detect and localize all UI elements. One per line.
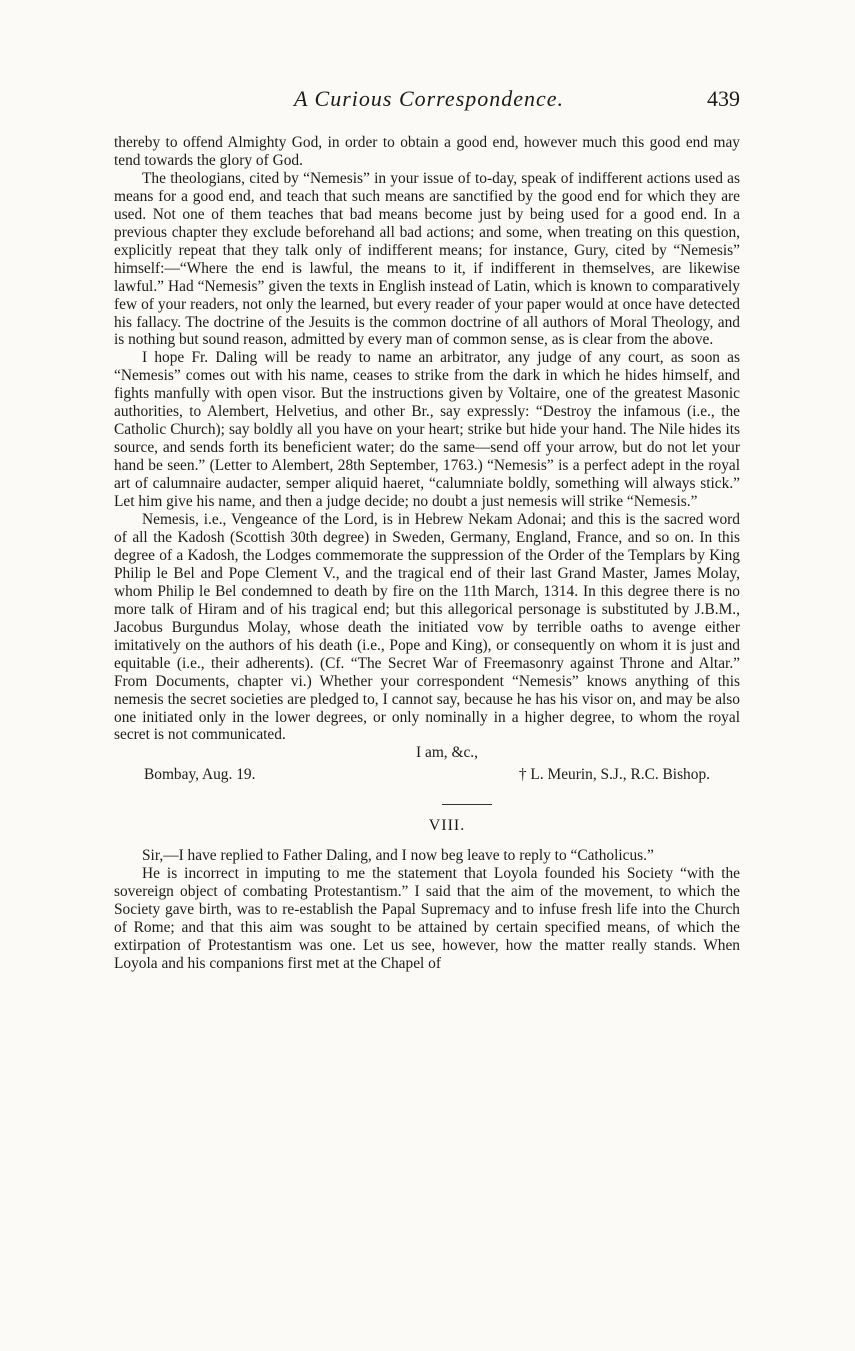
paragraph: thereby to offend Almighty God, in order to obtain a good end, however much this good end may tend towards the glory of God. (114, 134, 740, 169)
section-divider (442, 804, 492, 805)
paragraph: Sir,—I have replied to Father Daling, and I now beg leave to reply to “Catholicus.” (142, 847, 654, 865)
running-title: A Curious Correspondence. (294, 86, 565, 111)
running-head (114, 82, 740, 122)
page-number: 439 (707, 86, 740, 111)
signature: † L. Meurin, S.J., R.C. Bishop. (518, 766, 710, 784)
place-date: Bombay, Aug. 19. (144, 766, 256, 784)
paragraph: He is incorrect in imputing to me the statement that Loyola founded his Society “with the sovereign object of combating Protestantism.” I said that the aim of the movement, to which the Society gave birth, was to re-establish the Papal Supremacy and to infuse fresh life into the Church of Rome; and that this aim was sought to be attained by certain specified means, of which the extirpation of Protestantism was one. Let us see, however, how the matter really stands. When Loyola and his companions first met at the Chapel of (114, 865, 740, 972)
section-number: VIII. (428, 817, 466, 835)
article-body (114, 134, 740, 973)
paragraph: The theologians, cited by “Nemesis” in your issue of to-day, speak of indifferent actions used as means for a good end, and teach that such means are sanctified by the good end for which they are used. Not one of them teaches that bad means become just by being used for a good end. In a previous chapter they exclude beforehand all bad actions; and some, when treating on this question, explicitly repeat that they talk only of indifferent means; for instance, Gury, cited by “Nemesis” himself:—“Where the end is lawful, the means to it, if indifferent in themselves, are likewise lawful.” Had “Nemesis” given the texts in English instead of Latin, which is known to comparatively few of your readers, not only the learned, but every reader of your paper would at once have detected his fallacy. The doctrine of the Jesuits is the common doctrine of all authors of Moral Theology, and is nothing but sound reason, admitted by every man of common sense, as is clear from the above. (114, 169, 740, 349)
signoff-row (114, 766, 740, 784)
paragraph: I hope Fr. Daling will be ready to name an arbitrator, any judge of any court, as soon as “Nemesis” comes out with his name, ceases to strike from the dark in which he hides himself, and fights manfully with open visor. But the instructions given by Voltaire, one of the greatest Masonic authorities, to Alembert, Helvetius, and other Br., say expressly: “Destroy the infamous (i.e., the Catholic Church); say boldly all you have on your heart; strike but hide your hand. The Nile hides its source, and sends forth its beneficient water; do the same—send off your arrow, but do not let your hand be seen.” (Letter to Alembert, 28th September, 1763.) “Nemesis” is a perfect adept in the royal art of calumnaire audacter, semper aliquid haeret, “calumniate boldly, something will always stick.” Let him give his name, and then a judge decide; no doubt a just nemesis will strike “Nemesis.” (114, 349, 740, 511)
letter-closing: I am, &c., (416, 744, 478, 762)
paragraph: Nemesis, i.e., Vengeance of the Lord, is in Hebrew Nekam Adonai; and this is the sacred word of all the Kadosh (Scottish 30th degree) in Sweden, Germany, England, France, and so on. In this degree of a Kadosh, the Lodges commemorate the suppression of the Order of the Templars by King Philip le Bel and Pope Clement V., and the tragical end of their last Grand Master, James Molay, whom Philip le Bel condemned to death by fire on the 11th March, 1314. In this degree there is no more talk of Hiram and of his tragical end; but this allegorical personage is substituted by J.B.M., Jacobus Burgundus Molay, whose death the initiated vow by terrible oaths to avenge either imitatively on the authors of his death (i.e., Pope and King), or consequently on whom it is just and equitable (i.e., their adherents). (Cf. “The Secret War of Freemasonry against Throne and Altar.” From Documents, chapter vi.) Whether your correspondent “Nemesis” knows anything of this nemesis the secret societies are pledged to, I cannot say, because he has his visor on, and may be also one initiated only in the lower degrees, or only nominally in a higher degree, to whom the royal secret is not communicated. (114, 511, 740, 744)
